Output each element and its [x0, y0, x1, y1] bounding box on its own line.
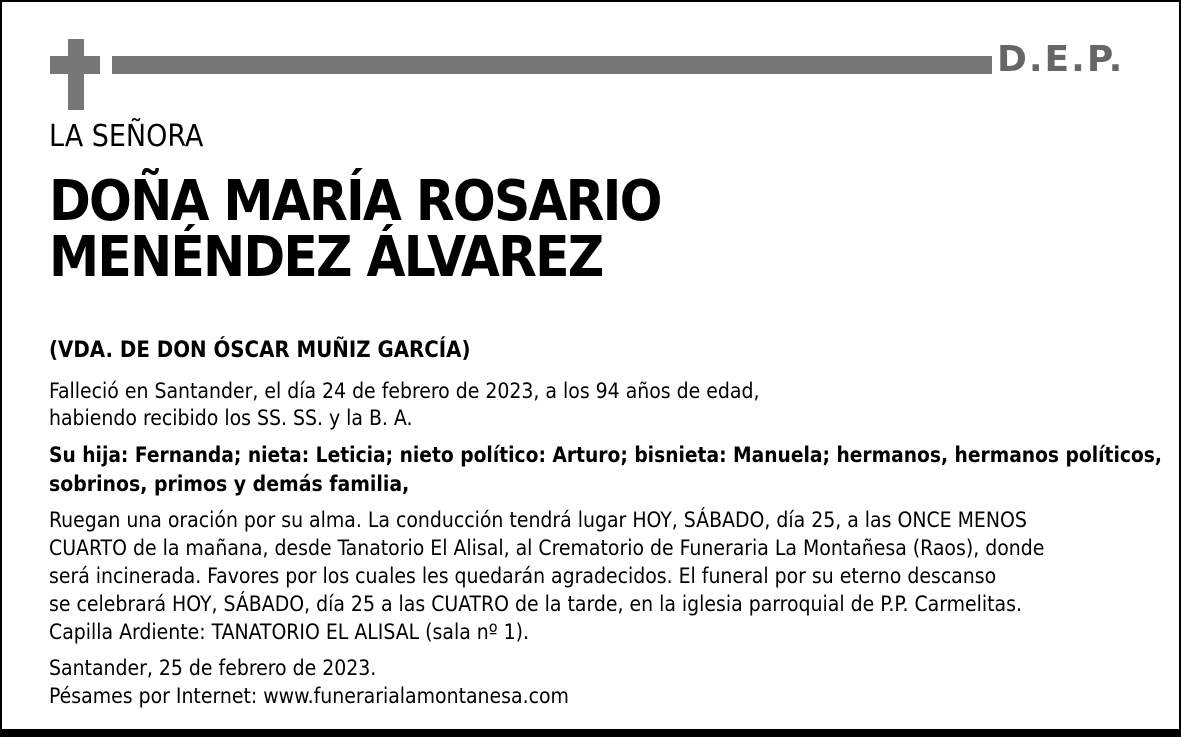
- place-date: Santander, 25 de febrero de 2023.: [49, 656, 377, 680]
- header-rule: [112, 56, 992, 74]
- family-line: Su hija: Fernanda; nieta: Leticia; nieto político: Arturo; bisnieta: Manuela; hermanos, hermanos políticos,: [49, 443, 1162, 467]
- salutation: LA SEÑORA: [49, 119, 204, 154]
- deceased-name-line1: DOÑA MARÍA ROSARIO: [49, 169, 661, 234]
- widow-of: (VDA. DE DON ÓSCAR MUÑIZ GARCÍA): [49, 338, 471, 363]
- death-line: habiendo recibido los SS. SS. y la B. A.: [49, 406, 413, 430]
- request-line: se celebrará HOY, SÁBADO, día 25 a las CUATRO de la tarde, en la iglesia parroquial de P.P. Carmelitas.: [49, 592, 1022, 616]
- request-line: Ruegan una oración por su alma. La conducción tendrá lugar HOY, SÁBADO, día 25, a las ONCE MENOS: [49, 508, 1027, 532]
- family-line: sobrinos, primos y demás familia,: [49, 472, 410, 496]
- request-line: CUARTO de la mañana, desde Tanatorio El Alisal, al Crematorio de Funeraria La Montañesa (Raos), donde: [49, 536, 1045, 560]
- deceased-name-line2: MENÉNDEZ ÁLVAREZ: [49, 225, 603, 290]
- cross-icon: [68, 39, 84, 110]
- request-line: será incinerada. Favores por los cuales les quedarán agradecidos. El funeral por su eterno descanso: [49, 564, 997, 588]
- dep-label: D.E.P.: [997, 39, 1125, 80]
- condolences-line: Pésames por Internet: www.funerarialamontanesa.com: [49, 684, 569, 708]
- death-line: Falleció en Santander, el día 24 de febrero de 2023, a los 94 años de edad,: [49, 379, 760, 403]
- cross-icon-arm: [50, 56, 100, 74]
- request-line: Capilla Ardiente: TANATORIO EL ALISAL (sala nº 1).: [49, 620, 530, 644]
